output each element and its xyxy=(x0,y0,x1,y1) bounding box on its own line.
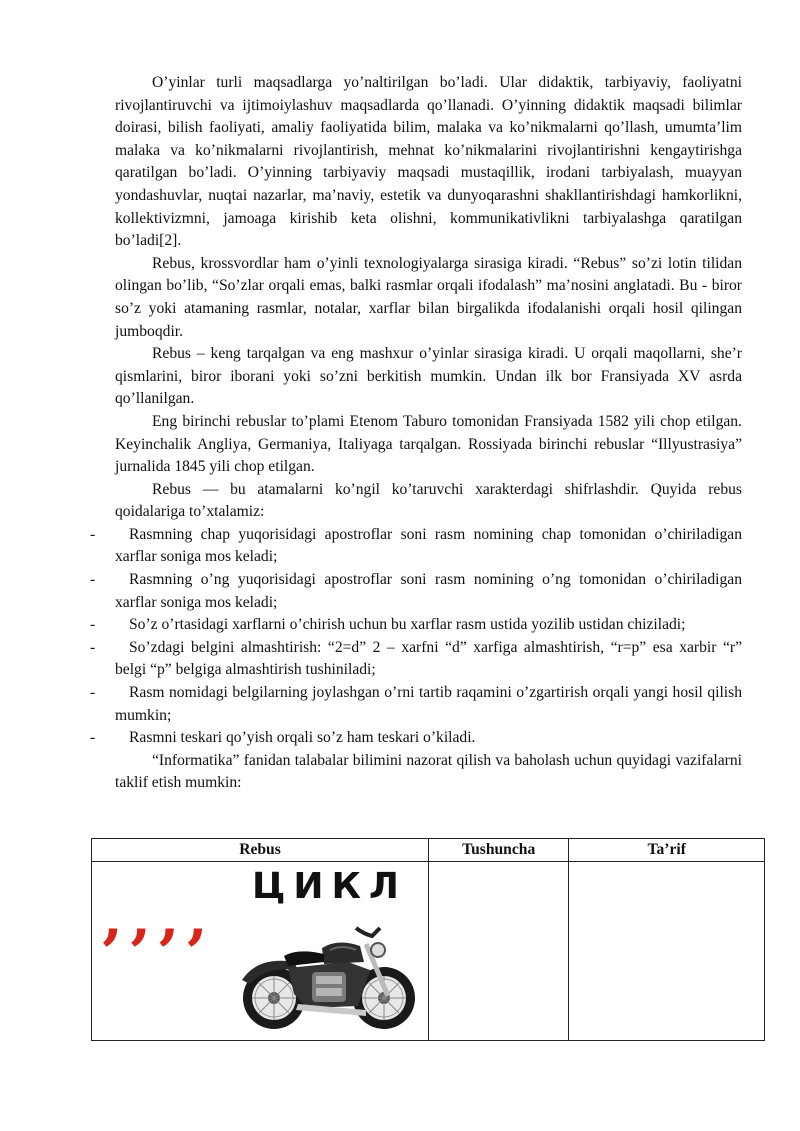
list-item-text: Rasmning o’ng yuqorisidagi apostroflar soni rasm nomining o’ng tomonidan o’chiriladigan xarflar soniga mos keladi; xyxy=(115,571,742,611)
header-concept: Tushuncha xyxy=(429,839,569,862)
list-item-text: Rasm nomidagi belgilarning joylashgan o’rni tartib raqamini o’zgartirish orqali yangi hosil qilish mumkin; xyxy=(115,684,742,724)
list-item xyxy=(90,524,742,569)
paragraph-game-purposes: O’yinlar turli maqsadlarga yo’naltirilgan bo’ladi. Ular didaktik, tarbiyaviy, faoliyatni rivojlantiruvchi va ijtimoiylashuv maqsadlarda qo’llanadi. O’yinning didaktik maqsadi bilimlar doirasi, bilish faoliyati, amaliy faoliyatida bilim, malaka va ko’nikmalarni qo’llash, umumta’lim malaka va ko’nikmalarni rivojlantirish, mehnat ko’nikmalarini rivojlantirishni kengaytirishga qaratilgan bo’ladi. O’yinning tarbiyaviy maqsadi mustaqillik, irodani tarbiyalash, muayyan yondashuvlar, nuqtai nazarlar, ma’naviy, estetik va dunyoqarashni shakllantirishdagi hamkorlikni, kollektivizmni, jamoaga kirishib keta olishni, kommunikativlikni tarbiyalashga qaratilgan bo’ladi[2]. xyxy=(115,74,742,250)
list-item-text: So’z o’rtasidagi xarflarni o’chirish uchun bu xarflar rasm ustida yozilib ustidan chiziladi; xyxy=(129,616,686,634)
list-item-text: Rasmning chap yuqorisidagi apostroflar soni rasm nomining chap tomonidan o’chiriladigan xarflar soniga mos keladi; xyxy=(115,525,742,566)
paragraph-rebus-popularity: Rebus – keng tarqalgan va eng mashxur o’yinlar sirasiga kiradi. U orqali maqollarni, she’r qismlarini, biror iborani yoki so’zni berkitish mumkin. Undan ilk bor Fransiyada XV asrda qo’llanilgan. xyxy=(115,345,742,408)
list-item xyxy=(90,637,742,682)
rebus-cell xyxy=(92,862,429,1041)
header-definition: Ta’rif xyxy=(569,839,765,862)
motorcycle-icon xyxy=(238,910,420,1034)
list-dash: - xyxy=(90,684,96,702)
list-item xyxy=(90,614,742,637)
rebus-table xyxy=(91,838,765,1041)
paragraph-tasks-intro: “Informatika” fanidan talabalar bilimini nazorat qilish va baholash uchun quyidagi vazifalarni taklif etish mumkin: xyxy=(115,751,742,792)
table-row xyxy=(92,862,765,1041)
concept-cell[interactable] xyxy=(429,862,569,1041)
table-header-row xyxy=(92,839,765,862)
definition-cell[interactable] xyxy=(569,862,765,1041)
paragraph-rebus-rules-intro: Rebus — bu atamalarni ko’ngil ko’taruvchi xarakterdagi shifrlashdir. Quyida rebus qoidalariga to’xtalamiz: xyxy=(115,480,742,521)
list-item-text: So’zdagi belgini almashtirish: “2=d” 2 – xarfni “d” xarfiga almashtirish, “r=p” esa xarbir “r” belgi “p” belgiga almashtirish tushiniladi; xyxy=(115,638,742,679)
list-dash: - xyxy=(90,525,96,543)
list-item xyxy=(90,569,742,614)
list-dash: - xyxy=(90,729,96,747)
rebus-apostrophes: ’’’’ xyxy=(100,916,214,991)
rebus-picture xyxy=(92,862,428,1040)
list-item xyxy=(90,727,742,750)
rebus-rules-list xyxy=(90,524,742,750)
list-dash: - xyxy=(90,616,96,634)
list-item xyxy=(90,682,742,727)
list-dash: - xyxy=(90,571,96,589)
list-dash: - xyxy=(90,638,96,656)
paragraph-rebus-history: Eng birinchi rebuslar to’plami Etenom Taburo tomonidan Fransiyada 1582 yili chop etilgan. Keyinchalik Angliya, Germaniya, Italiyaga tarqalgan. Rossiyada birinchi rebuslar “Illyustrasiya” jurnalida 1845 yili chop etilgan. xyxy=(115,412,742,476)
paragraph-rebus-definition: Rebus, krossvordlar ham o’yinli texnologiyalarga sirasiga kiradi. “Rebus” so’zi lotin tilidan olingan bo’lib, “So’zlar orqali emas, balki rasmlar orqali ifodalash” ma’nosini anglatadi. Bu - biror so’z yoki atamaning rasmlar, notalar, xarflar bilan birgalikda ifodalanishi orqali hosil qilingan jumboqdir. xyxy=(115,254,742,340)
rebus-word: ЦИКЛ xyxy=(252,866,407,907)
document-body xyxy=(90,72,742,795)
list-item-text: Rasmni teskari qo’yish orqali so’z ham teskari o’kiladi. xyxy=(129,729,476,747)
header-rebus: Rebus xyxy=(92,839,429,862)
